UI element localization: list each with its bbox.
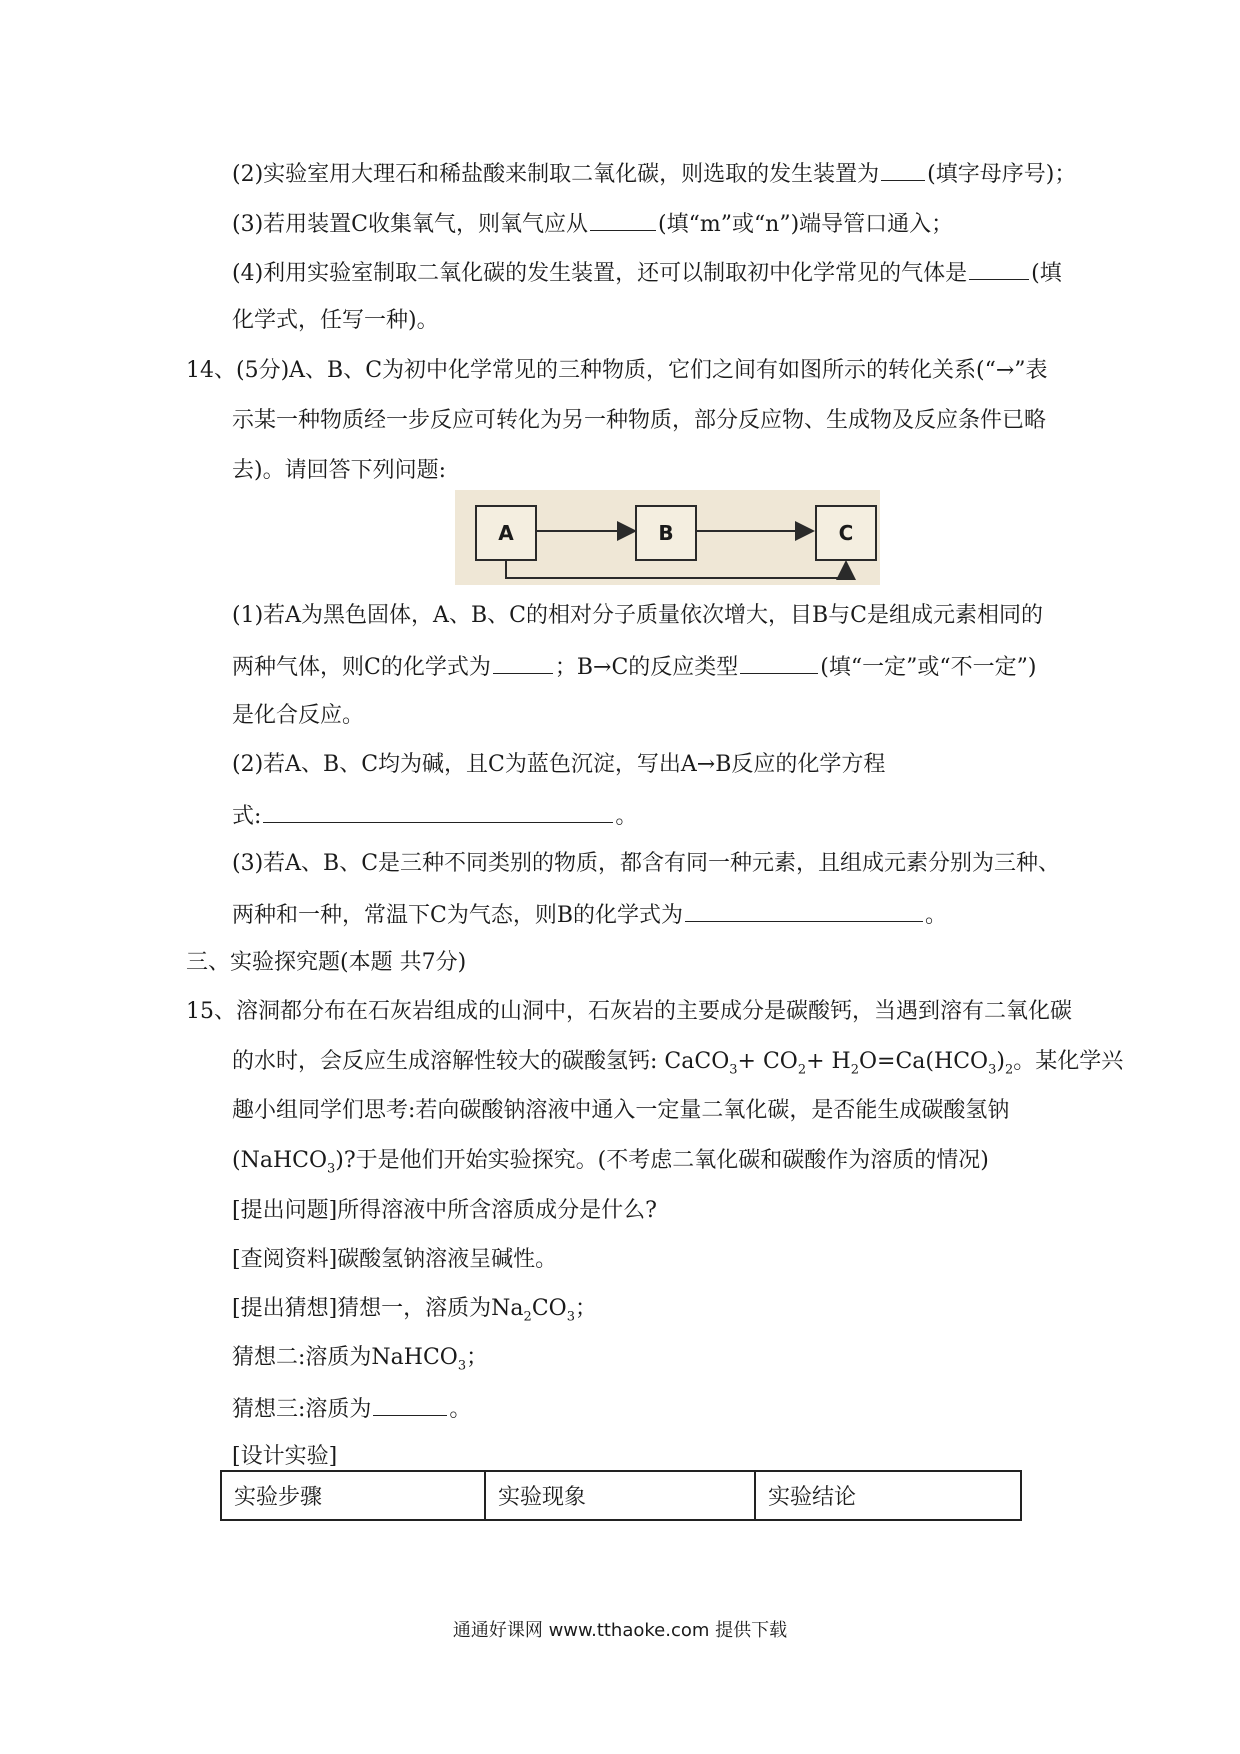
answer-blank[interactable] — [881, 158, 925, 181]
q15-question: [提出问题]所得溶液中所含溶质成分是什么? — [232, 1198, 657, 1223]
node-c: C — [815, 505, 877, 561]
answer-blank[interactable] — [263, 800, 613, 823]
q13-part4-cont: 化学式，任写一种)。 — [232, 308, 439, 333]
q14-sub1-line3: 是化合反应。 — [232, 703, 365, 728]
conversion-diagram — [455, 490, 880, 585]
q13-part2: (2)实验室用大理石和稀盐酸来制取二氧化碳，则选取的发生装置为 (填字母序号)； — [232, 158, 1076, 190]
table-header-phenomena: 实验现象 — [485, 1471, 755, 1520]
page-footer: 通通好课网 www.tthaoke.com 提供下载 — [452, 1620, 788, 1641]
arrow-a-to-c — [506, 561, 846, 578]
q15-stem-line3: 趣小组同学们思考:若向碳酸钠溶液中通入一定量二氧化碳，是否能生成碳酸氢钠 — [232, 1098, 1010, 1123]
answer-blank[interactable] — [685, 899, 923, 922]
q15-guess2: 猜想二:溶质为NaHCO$_3$； — [232, 1345, 489, 1374]
node-a: A — [475, 505, 537, 561]
answer-blank[interactable] — [493, 651, 553, 674]
q14-sub1-line1: (1)若A为黑色固体，A、B、C的相对分子质量依次增大，目B与C是组成元素相同的 — [232, 603, 1043, 628]
q14-sub1-line2: 两种气体，则C的化学式为 ；B→C的反应类型 (填“一定”或“不一定”) — [232, 651, 1036, 683]
answer-blank[interactable] — [969, 257, 1029, 280]
experiment-table — [220, 1470, 1022, 1521]
table-header-conclusion: 实验结论 — [755, 1471, 1021, 1520]
q14-sub2-line1: (2)若A、B、C均为碱，且C为蓝色沉淀，写出A→B反应的化学方程 — [232, 752, 886, 777]
q14-stem-line3: 去)。请回答下列问题: — [232, 458, 446, 483]
q15-stem-line4: (NaHCO$_3$)?于是他们开始实验探究。(不考虑二氧化碳和碳酸作为溶质的情况) — [232, 1148, 989, 1177]
q15-guess3: 猜想三:溶质为 。 — [232, 1393, 471, 1425]
q15-info: [查阅资料]碳酸氢钠溶液呈碱性。 — [232, 1247, 558, 1272]
q15-guess1: [提出猜想]猜想一，溶质为$Na_2CO_3$； — [232, 1296, 597, 1325]
q14-stem-line2: 示某一种物质经一步反应可转化为另一种物质，部分反应物、生成物及反应条件已略 — [232, 408, 1047, 433]
q14-sub3-line1: (3)若A、B、C是三种不同类别的物质，都含有同一种元素，且组成元素分别为三种、 — [232, 851, 1061, 876]
answer-blank[interactable] — [373, 1393, 447, 1416]
table-header-row — [221, 1471, 1021, 1520]
q15-design: [设计实验] — [232, 1444, 338, 1469]
answer-blank[interactable] — [590, 208, 656, 231]
q13-part3: (3)若用装置C收集氧气，则氧气应从 (填“m”或“n”)端导管口通入； — [232, 208, 953, 240]
table-header-steps: 实验步骤 — [221, 1471, 485, 1520]
q14-sub3-line2: 两种和一种，常温下C为气态，则B的化学式为 。 — [232, 899, 947, 931]
section-3-title: 三、实验探究题(本题 共7分) — [186, 950, 467, 975]
q15-stem-line1: 15、溶洞都分布在石灰岩组成的山洞中，石灰岩的主要成分是碳酸钙，当遇到溶有二氧化碳 — [186, 999, 1072, 1024]
answer-blank[interactable] — [740, 651, 818, 674]
q14-sub2-line2: 式: 。 — [232, 800, 637, 832]
q15-stem-line2: 的水时，会反应生成溶解性较大的碳酸氢钙: CaCO$_3$+ $CO_2+ H_2O=Ca(HCO_3)_2$。某化学兴 — [232, 1049, 1124, 1078]
q13-part4: (4)利用实验室制取二氧化碳的发生装置，还可以制取初中化学常见的气体是 (填 — [232, 257, 1062, 289]
node-b: B — [635, 505, 697, 561]
q14-stem-line1: 14、(5分)A、B、C为初中化学常见的三种物质，它们之间有如图所示的转化关系(“→”表 — [186, 358, 1048, 383]
